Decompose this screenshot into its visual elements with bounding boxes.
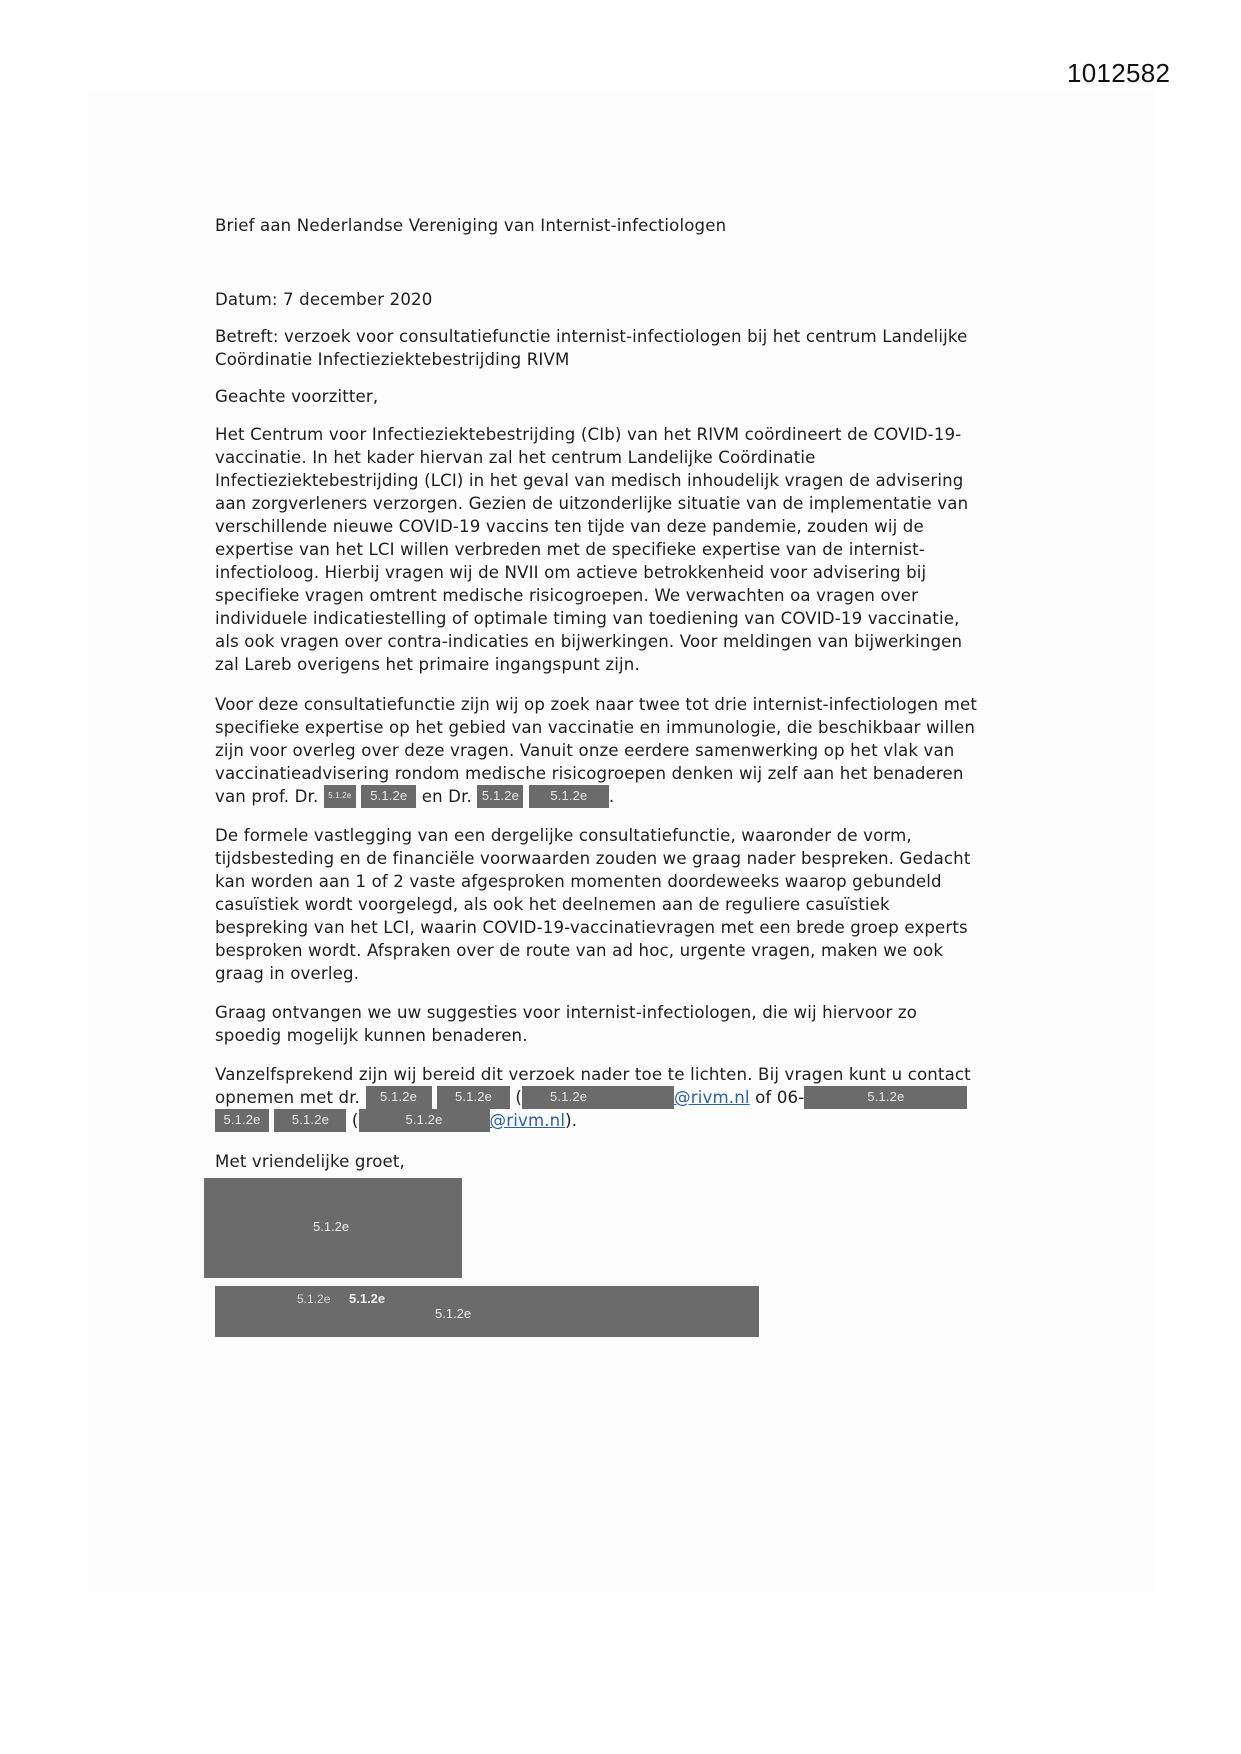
paragraph2-last-line [215,785,614,809]
paragraph2-line: vaccinatieadvisering rondom medische risicogroepen denken wij zelf aan het benaderen [215,764,964,783]
paragraph1-line: Het Centrum voor Infectieziektebestrijding (CIb) van het RIVM coördineert de COVID-19- [215,425,962,444]
paragraph3-line: De formele vastlegging van een dergelijke consultatiefunctie, waaronder de vorm, [215,826,912,845]
redaction-label: 5.1.2e [313,1219,350,1234]
document-number: 1012582 [1067,58,1171,88]
paragraph1-line: expertise van het LCI willen verbreden met de specifieke expertise van de internist- [215,540,925,559]
subject-line-1: Betreft: verzoek voor consultatiefunctie internist-infectiologen bij het centrum Landelijke [215,327,968,346]
paragraph1-line: specifieke vragen omtrent medische risicogroepen. We verwachten oa vragen over [215,586,919,605]
redaction-block: 5.1.2e [522,1086,674,1109]
paragraph3-line: besproken wordt. Afspraken over de route van ad hoc, urgente vragen, maken we ook [215,941,944,960]
redaction-block: 5.1.2e [361,785,416,808]
paragraph3-line: casuïstiek wordt voorgelegd, als ook het deelnemen aan de reguliere casuïstiek [215,895,890,914]
paragraph2-prefix: van prof. Dr. [215,787,319,806]
contact-prefix: opnemen met dr. [215,1088,361,1107]
footer-redaction [215,1286,759,1337]
paragraph4-line: Graag ontvangen we uw suggesties voor internist-infectiologen, die wij hiervoor zo [215,1003,918,1022]
redaction-block: 5.1.2e [366,1086,432,1109]
subject-line-2: Coördinatie Infectieziektebestrijding RIVM [215,350,570,369]
redaction-block: 5.1.2e [529,785,609,808]
signature-redaction [204,1178,462,1278]
paragraph1-line: infectioloog. Hierbij vragen wij de NVII om actieve betrokkenheid voor advisering bij [215,563,927,582]
paren-open: ( [351,1111,359,1130]
contact-line-1: Vanzelfsprekend zijn wij bereid dit verzoek nader toe te lichten. Bij vragen kunt u contact [215,1065,971,1084]
closing: Met vriendelijke groet, [215,1152,405,1171]
phone-prefix: of 06- [755,1088,805,1107]
date-line: Datum: 7 december 2020 [215,290,433,309]
paragraph4-line: spoedig mogelijk kunnen benaderen. [215,1026,528,1045]
paragraph3-line: kan worden aan 1 of 2 vaste afgesproken momenten doordeweeks waarop gebundeld [215,872,942,891]
paragraph1-line: als ook vragen over contra-indicaties en bijwerkingen. Voor meldingen van bijwerkingen [215,632,963,651]
paragraph2-line: specifieke expertise op het gebied van vaccinatie en immunologie, die beschikbaar willen [215,718,976,737]
email-link[interactable]: @rivm.nl [489,1111,566,1130]
paragraph1-line: aan zorgverleners verzorgen. Gezien de uitzonderlijke situatie van de implementatie van [215,494,969,513]
paragraph1-line: zal Lareb overigens het primaire ingangspunt zijn. [215,655,640,674]
redaction-block: 5.1.2e [804,1086,967,1109]
paren-open: ( [515,1088,523,1107]
paragraph3-line: graag in overleg. [215,964,360,983]
paragraph1-line: vaccinatie. In het kader hiervan zal het centrum Landelijke Coördinatie [215,448,816,467]
paragraph2-middle: en Dr. [421,787,472,806]
salutation: Geachte voorzitter, [215,387,379,406]
redaction-block: 5.1.2e [274,1109,346,1132]
contact-line-3 [215,1109,577,1133]
paragraph1-line: Infectieziektebestrijding (LCI) in het geval van medisch inhoudelijk vragen de advisering [215,471,964,490]
paragraph2-suffix: . [608,787,615,806]
redaction-block: 5.1.2e [215,1109,269,1132]
redaction-label: 5.1.2e [297,1292,331,1306]
redaction-block: 5.1.2e [324,785,356,808]
paragraph3-line: tijdsbesteding en de financiële voorwaarden zouden we graag nader bespreken. Gedacht [215,849,971,868]
contact-suffix: ). [565,1111,578,1130]
paragraph1-line: individuele indicatiestelling of optimale timing van toediening van COVID-19 vaccinatie, [215,609,960,628]
paragraph2-line: Voor deze consultatiefunctie zijn wij op zoek naar twee tot drie internist-infectiologen met [215,695,978,714]
paragraph1-line: verschillende nieuwe COVID-19 vaccins ten tijde van deze pandemie, zouden wij de [215,517,924,536]
paragraph2-line: zijn voor overleg over deze vragen. Vanuit onze eerdere samenwerking op het vlak van [215,741,955,760]
email-link[interactable]: @rivm.nl [674,1088,750,1107]
contact-line-2 [215,1086,967,1110]
redaction-block: 5.1.2e [477,785,523,808]
paragraph3-line: bespreking van het LCI, waarin COVID-19-vaccinatievragen met een brede groep experts [215,918,968,937]
redaction-label: 5.1.2e [435,1306,472,1321]
redaction-block: 5.1.2e [437,1086,510,1109]
redaction-label: 5.1.2e [349,1291,386,1306]
letter-title: Brief aan Nederlandse Vereniging van Internist-infectiologen [215,216,727,235]
redaction-block: 5.1.2e [359,1109,490,1132]
